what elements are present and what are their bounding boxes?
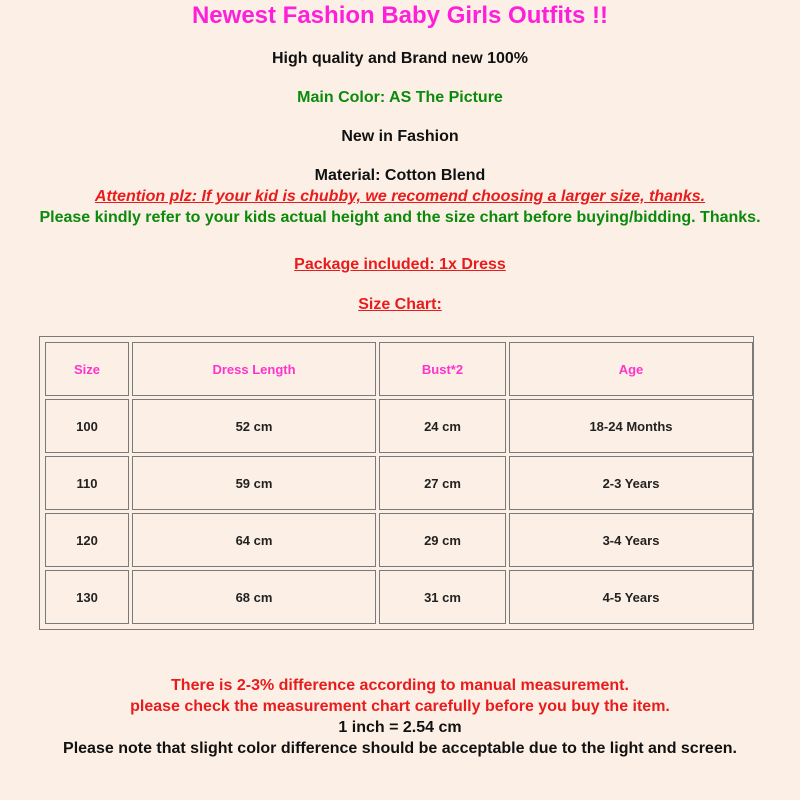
cell-dress-length: 64 cm <box>132 513 376 567</box>
page-title: Newest Fashion Baby Girls Outfits !! <box>191 2 609 29</box>
header-bust: Bust*2 <box>379 342 506 396</box>
size-chart-label: Size Chart: <box>358 296 442 313</box>
cell-size: 130 <box>45 570 129 624</box>
cell-age: 4-5 Years <box>509 570 753 624</box>
color-note: Please note that slight color difference should be acceptable due to the light and screen. <box>63 740 737 757</box>
cell-dress-length: 52 cm <box>132 399 376 453</box>
check-note: please check the measurement chart carefully before you buy the item. <box>130 698 670 715</box>
cell-age: 3-4 Years <box>509 513 753 567</box>
attention-text: Attention plz: If your kid is chubby, we recomend choosing a larger size, thanks. <box>94 188 706 205</box>
material-text: Material: Cotton Blend <box>314 167 486 184</box>
cell-dress-length: 68 cm <box>132 570 376 624</box>
cell-age: 18-24 Months <box>509 399 753 453</box>
table-row <box>45 570 753 624</box>
table-row <box>45 456 753 510</box>
table-row <box>45 513 753 567</box>
cell-bust: 24 cm <box>379 399 506 453</box>
quality-text: High quality and Brand new 100% <box>271 50 529 67</box>
inch-note: 1 inch = 2.54 cm <box>338 719 462 736</box>
cell-size: 100 <box>45 399 129 453</box>
cell-size: 120 <box>45 513 129 567</box>
cell-size: 110 <box>45 456 129 510</box>
main-color-text: Main Color: AS The Picture <box>297 89 503 106</box>
header-dress-length: Dress Length <box>132 342 376 396</box>
size-table <box>39 336 754 630</box>
cell-bust: 31 cm <box>379 570 506 624</box>
cell-bust: 27 cm <box>379 456 506 510</box>
new-in-fashion-text: New in Fashion <box>341 128 459 145</box>
refer-text: Please kindly refer to your kids actual height and the size chart before buying/bidding. Thanks. <box>39 209 761 226</box>
cell-bust: 29 cm <box>379 513 506 567</box>
cell-dress-length: 59 cm <box>132 456 376 510</box>
difference-note: There is 2-3% difference according to manual measurement. <box>171 677 629 694</box>
header-age: Age <box>509 342 753 396</box>
table-row <box>45 399 753 453</box>
header-size: Size <box>45 342 129 396</box>
table-header-row <box>45 342 753 396</box>
package-text: Package included: 1x Dress <box>294 256 506 273</box>
cell-age: 2-3 Years <box>509 456 753 510</box>
